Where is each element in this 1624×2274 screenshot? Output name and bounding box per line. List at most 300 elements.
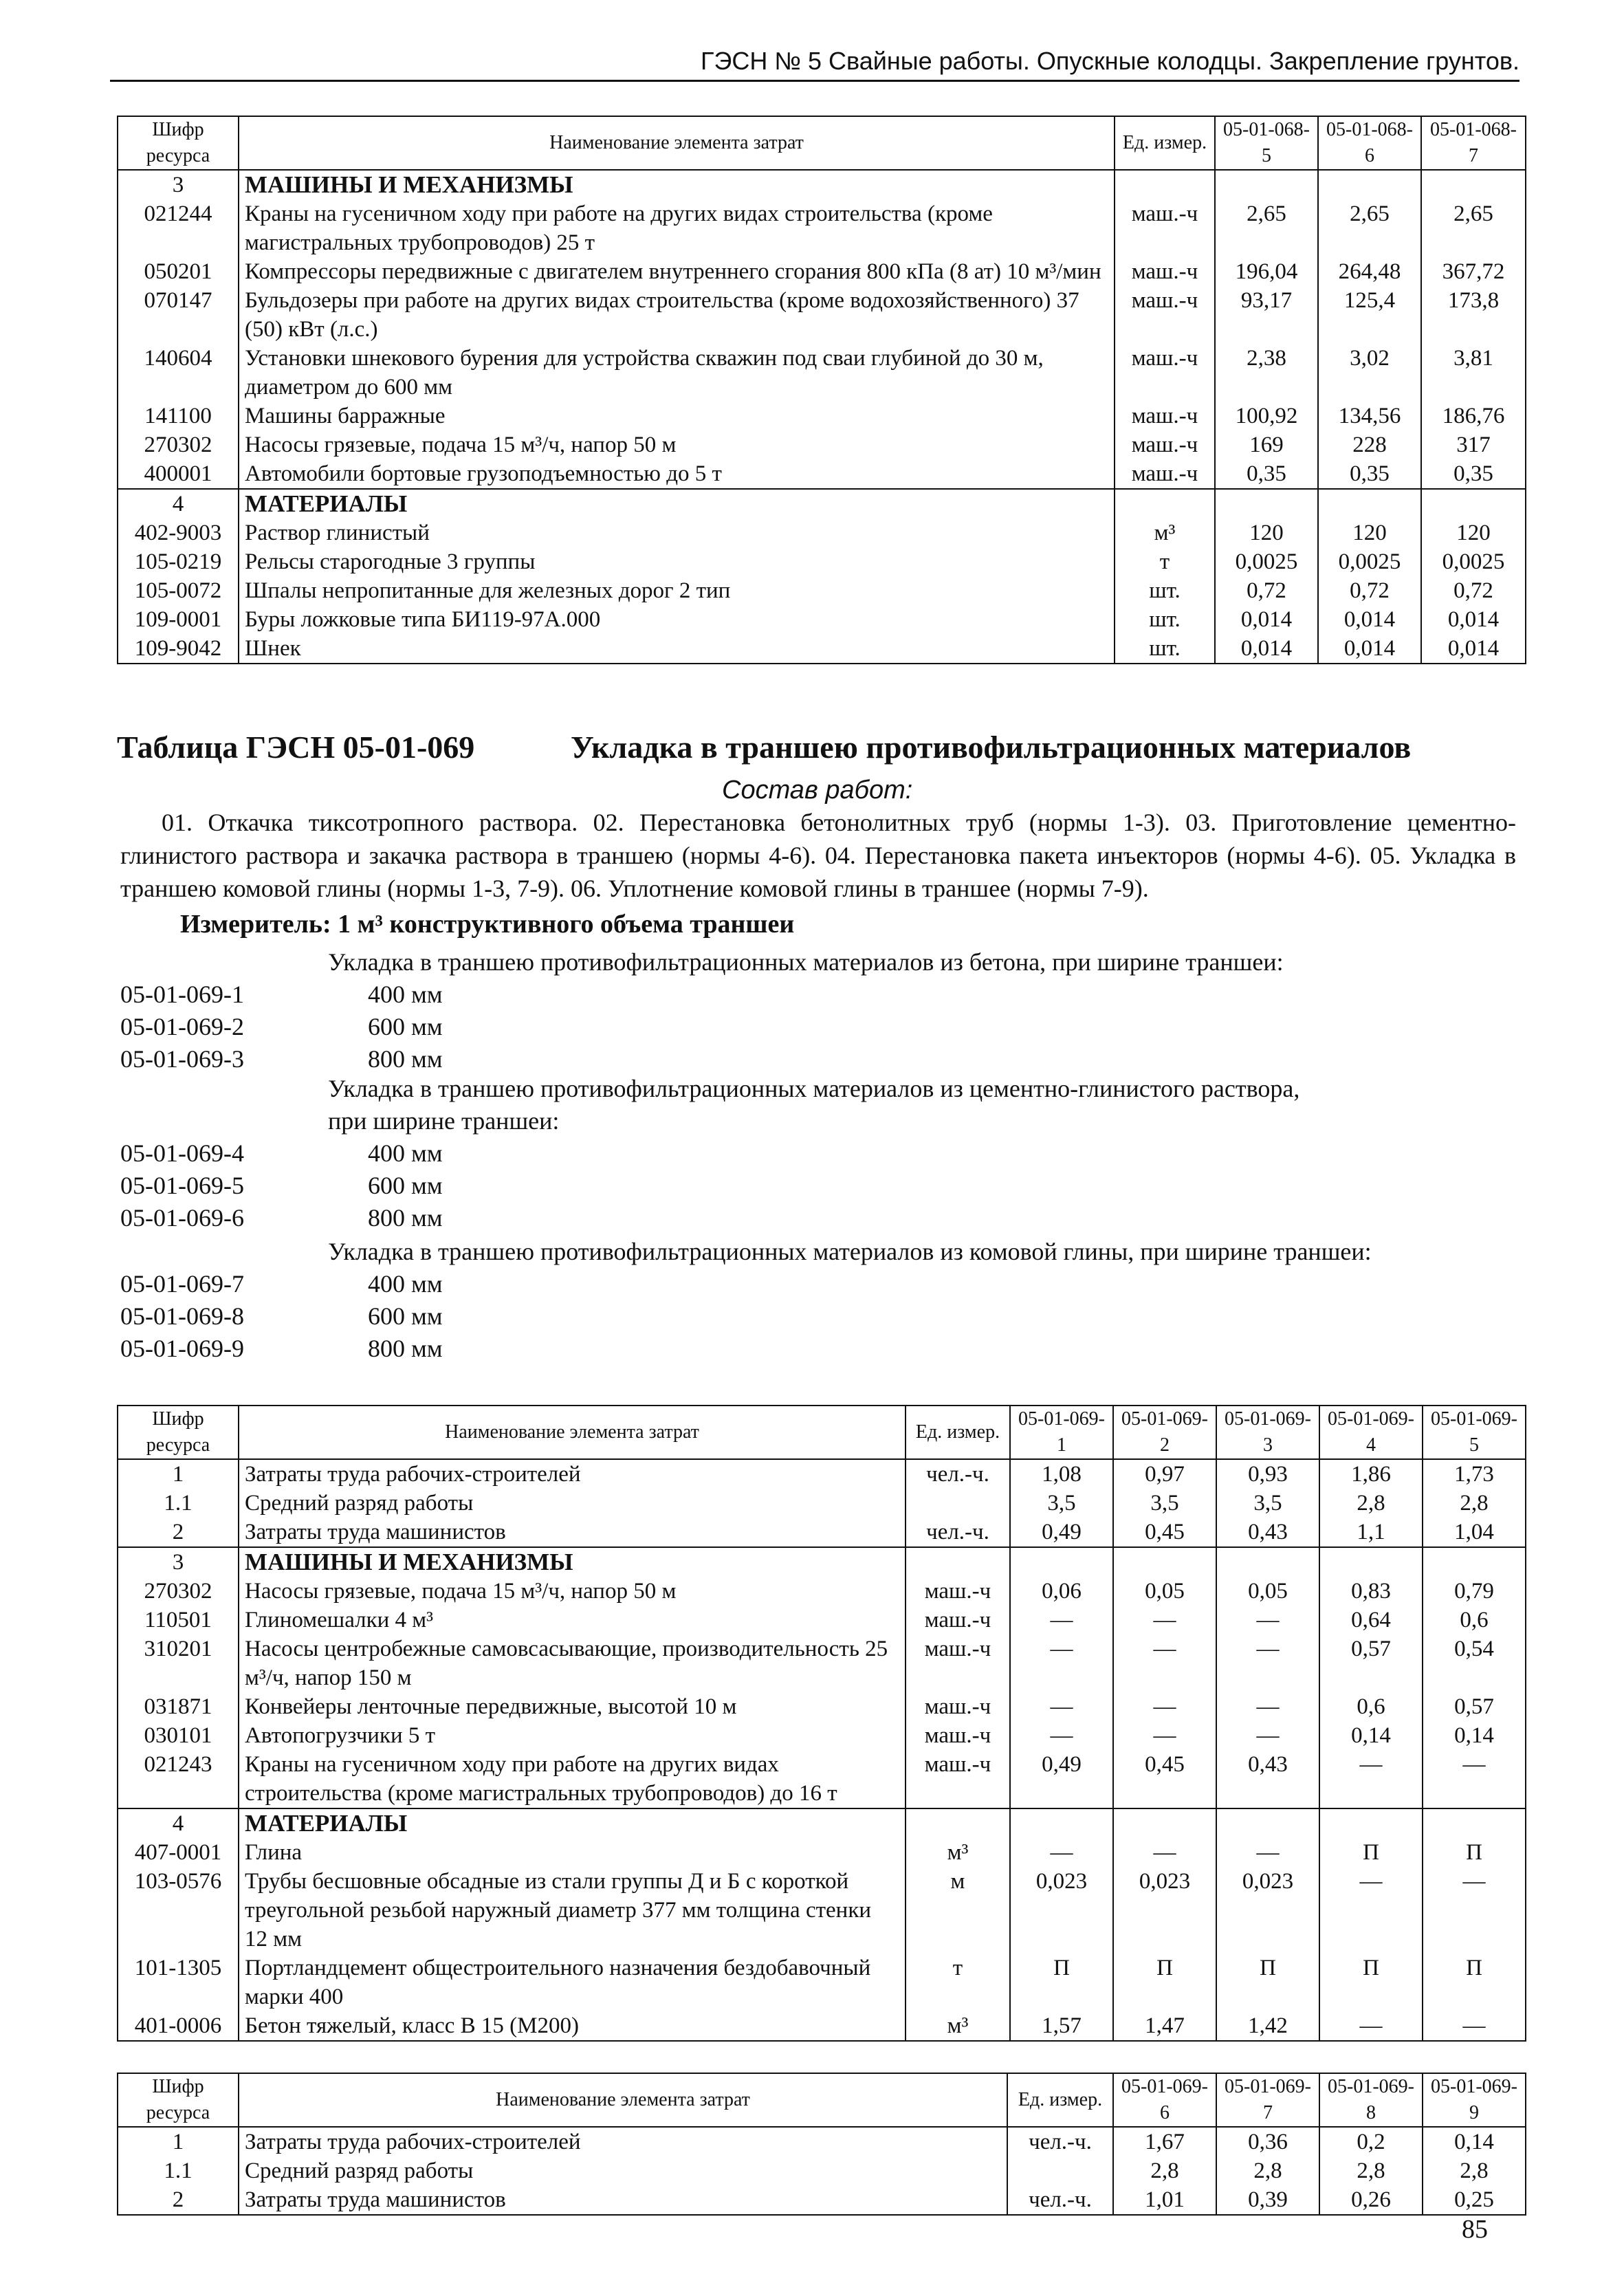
value-cell: 2,8 bbox=[1319, 2156, 1423, 2185]
value-cell: 3,5 bbox=[1216, 1489, 1319, 1518]
norm-width: 800 мм bbox=[368, 1335, 443, 1362]
value-cell bbox=[1319, 1808, 1423, 1838]
table-row bbox=[118, 1838, 1526, 1867]
value-cell: 0,05 bbox=[1216, 1577, 1319, 1606]
norm-group-description: Укладка в траншею противофильтрационных материалов из комовой глины, при ширине траншеи: bbox=[328, 1238, 1372, 1265]
resource-name: МАТЕРИАЛЫ bbox=[239, 1808, 906, 1838]
value-cell bbox=[1216, 1808, 1319, 1838]
resource-name: Шнек bbox=[239, 634, 1115, 664]
resource-name: Портландцемент общестроительного назначения бездобавочный марки 400 bbox=[239, 1954, 906, 2011]
value-cell: 0,014 bbox=[1215, 605, 1318, 634]
value-cell: 0,35 bbox=[1318, 459, 1421, 489]
value-cell: 264,48 bbox=[1318, 257, 1421, 286]
resource-name: Конвейеры ленточные передвижные, высотой 10 м bbox=[239, 1692, 906, 1721]
unit-cell: маш.-ч bbox=[1115, 286, 1215, 344]
table-row bbox=[118, 1867, 1526, 1954]
resource-code: 2 bbox=[118, 1518, 239, 1547]
value-cell: 2,8 bbox=[1216, 2156, 1319, 2185]
table-row bbox=[118, 1750, 1526, 1808]
norm-code: 05-01-069-2 bbox=[120, 1013, 244, 1040]
value-cell: — bbox=[1216, 1606, 1319, 1635]
value-cell bbox=[1010, 1547, 1113, 1577]
resource-name: Затраты труда рабочих-строителей bbox=[239, 1459, 906, 1489]
resource-code: 1 bbox=[118, 2127, 239, 2156]
unit-cell: чел.-ч. bbox=[906, 1518, 1010, 1547]
value-cell: П bbox=[1423, 1838, 1526, 1867]
unit-cell: маш.-ч bbox=[1115, 344, 1215, 402]
resource-code: 270302 bbox=[118, 430, 239, 459]
value-cell: 0,014 bbox=[1318, 634, 1421, 664]
resource-name: Автомобили бортовые грузоподъемностью до 5 т bbox=[239, 459, 1115, 489]
unit-cell: м³ bbox=[1115, 518, 1215, 547]
resource-table-069-b bbox=[117, 2073, 1526, 2216]
value-cell bbox=[1421, 489, 1526, 518]
resource-name: Шпалы непропитанные для железных дорог 2 тип bbox=[239, 576, 1115, 605]
resource-code: 109-0001 bbox=[118, 605, 239, 634]
table-row bbox=[118, 257, 1526, 286]
works-label: Состав работ: bbox=[722, 776, 913, 805]
resource-code: 1 bbox=[118, 1459, 239, 1489]
col-header-unit: Ед. измер. bbox=[906, 1406, 1010, 1459]
value-cell: — bbox=[1010, 1635, 1113, 1692]
value-cell: 1,86 bbox=[1319, 1459, 1423, 1489]
value-cell: 0,014 bbox=[1318, 605, 1421, 634]
value-cell: 1,57 bbox=[1010, 2011, 1113, 2041]
resource-name: МАШИНЫ И МЕХАНИЗМЫ bbox=[239, 1547, 906, 1577]
norm-group-description: Укладка в траншею противофильтрационных материалов из бетона, при ширине траншеи: bbox=[328, 948, 1284, 976]
col-header-norm: 05-01-068-7 bbox=[1421, 116, 1526, 170]
value-cell: 2,8 bbox=[1113, 2156, 1216, 2185]
value-cell: 1,67 bbox=[1113, 2127, 1216, 2156]
unit-cell: маш.-ч bbox=[906, 1577, 1010, 1606]
value-cell bbox=[1318, 489, 1421, 518]
value-cell: 0,35 bbox=[1215, 459, 1318, 489]
section-row bbox=[118, 489, 1526, 518]
unit-cell: м bbox=[906, 1867, 1010, 1954]
value-cell: — bbox=[1010, 1721, 1113, 1750]
value-cell bbox=[1318, 170, 1421, 199]
norm-group-description: при ширине траншеи: bbox=[328, 1107, 560, 1135]
value-cell: 3,5 bbox=[1113, 1489, 1216, 1518]
col-header-code: Шифр ресурса bbox=[118, 2073, 239, 2127]
resource-name: Установки шнекового бурения для устройства скважин под сваи глубиной до 30 м, диаметром до 600 мм bbox=[239, 344, 1115, 402]
unit-cell: маш.-ч bbox=[906, 1635, 1010, 1692]
unit-cell: маш.-ч bbox=[1115, 402, 1215, 430]
table-row bbox=[118, 1606, 1526, 1635]
resource-name: МАТЕРИАЛЫ bbox=[239, 489, 1115, 518]
value-cell: 0,72 bbox=[1421, 576, 1526, 605]
resource-code: 407-0001 bbox=[118, 1838, 239, 1867]
value-cell: — bbox=[1423, 2011, 1526, 2041]
value-cell: 0,014 bbox=[1421, 634, 1526, 664]
table-row bbox=[118, 199, 1526, 257]
norm-item bbox=[120, 1170, 1299, 1202]
value-cell: 2,65 bbox=[1421, 199, 1526, 257]
section-row bbox=[118, 170, 1526, 199]
norm-item bbox=[120, 1268, 1372, 1300]
col-header-norm: 05-01-069-8 bbox=[1319, 2073, 1423, 2127]
resource-name: Затраты труда машинистов bbox=[239, 1518, 906, 1547]
value-cell: 0,0025 bbox=[1318, 547, 1421, 576]
norm-item bbox=[120, 1043, 1284, 1075]
resource-name: Насосы грязевые, подача 15 м³/ч, напор 50 м bbox=[239, 430, 1115, 459]
unit-cell: шт. bbox=[1115, 634, 1215, 664]
value-cell: 1,1 bbox=[1319, 1518, 1423, 1547]
value-cell: 228 bbox=[1318, 430, 1421, 459]
resource-name: Рельсы старогодные 3 группы bbox=[239, 547, 1115, 576]
norm-width: 600 мм bbox=[368, 1013, 443, 1040]
value-cell bbox=[1215, 170, 1318, 199]
running-header: ГЭСН № 5 Свайные работы. Опускные колодцы. Закрепление грунтов. bbox=[110, 47, 1519, 82]
value-cell: — bbox=[1010, 1692, 1113, 1721]
norm-width: 800 мм bbox=[368, 1045, 443, 1073]
value-cell: 0,43 bbox=[1216, 1518, 1319, 1547]
value-cell: 367,72 bbox=[1421, 257, 1526, 286]
table-header-row bbox=[118, 2073, 1526, 2127]
unit-cell: чел.-ч. bbox=[906, 1459, 1010, 1489]
value-cell: 2,8 bbox=[1423, 2156, 1526, 2185]
unit-cell bbox=[1007, 2156, 1113, 2185]
value-cell: 0,54 bbox=[1423, 1635, 1526, 1692]
value-cell: 0,6 bbox=[1319, 1692, 1423, 1721]
value-cell: 317 bbox=[1421, 430, 1526, 459]
value-cell: 3,02 bbox=[1318, 344, 1421, 402]
value-cell: 0,14 bbox=[1423, 2127, 1526, 2156]
unit-cell: м³ bbox=[906, 1838, 1010, 1867]
col-header-norm: 05-01-069-1 bbox=[1010, 1406, 1113, 1459]
value-cell: 0,26 bbox=[1319, 2185, 1423, 2215]
resource-name: Краны на гусеничном ходу при работе на других видах строительства (кроме магистральных трубопроводов) 25 т bbox=[239, 199, 1115, 257]
value-cell: 173,8 bbox=[1421, 286, 1526, 344]
resource-name: Глиномешалки 4 м³ bbox=[239, 1606, 906, 1635]
value-cell: — bbox=[1010, 1838, 1113, 1867]
resource-code: 021243 bbox=[118, 1750, 239, 1808]
value-cell: 0,72 bbox=[1318, 576, 1421, 605]
resource-code: 270302 bbox=[118, 1577, 239, 1606]
table-row bbox=[118, 1954, 1526, 2011]
col-header-norm: 05-01-069-7 bbox=[1216, 2073, 1319, 2127]
unit-cell bbox=[906, 1547, 1010, 1577]
resource-code: 402-9003 bbox=[118, 518, 239, 547]
table-row bbox=[118, 344, 1526, 402]
value-cell: 196,04 bbox=[1215, 257, 1318, 286]
resource-code: 401-0006 bbox=[118, 2011, 239, 2041]
resource-name: Автопогрузчики 5 т bbox=[239, 1721, 906, 1750]
value-cell: 0,43 bbox=[1216, 1750, 1319, 1808]
resource-code: 1.1 bbox=[118, 2156, 239, 2185]
value-cell: — bbox=[1423, 1750, 1526, 1808]
unit-cell bbox=[1115, 170, 1215, 199]
norm-width: 400 мм bbox=[368, 1270, 443, 1298]
resource-table-069-a bbox=[117, 1405, 1526, 2042]
resource-name: Буры ложковые типа БИ119-97А.000 bbox=[239, 605, 1115, 634]
value-cell: 0,05 bbox=[1113, 1577, 1216, 1606]
table-row bbox=[118, 605, 1526, 634]
value-cell: 1,08 bbox=[1010, 1459, 1113, 1489]
table-row bbox=[118, 2011, 1526, 2041]
unit-cell: шт. bbox=[1115, 576, 1215, 605]
unit-cell: шт. bbox=[1115, 605, 1215, 634]
value-cell: 100,92 bbox=[1215, 402, 1318, 430]
resource-code: 103-0576 bbox=[118, 1867, 239, 1954]
resource-code: 021244 bbox=[118, 199, 239, 257]
resource-name: Средний разряд работы bbox=[239, 1489, 906, 1518]
value-cell: — bbox=[1216, 1692, 1319, 1721]
norm-width: 400 мм bbox=[368, 981, 443, 1008]
value-cell: 1,42 bbox=[1216, 2011, 1319, 2041]
value-cell bbox=[1215, 489, 1318, 518]
resource-code: 4 bbox=[118, 489, 239, 518]
value-cell: 1,04 bbox=[1423, 1518, 1526, 1547]
value-cell: П bbox=[1010, 1954, 1113, 2011]
norm-group-description: Укладка в траншею противофильтрационных материалов из цементно-глинистого раствора, bbox=[328, 1075, 1300, 1102]
resource-code: 400001 bbox=[118, 459, 239, 489]
col-header-norm: 05-01-068-5 bbox=[1215, 116, 1318, 170]
table-row bbox=[118, 1692, 1526, 1721]
value-cell: 93,17 bbox=[1215, 286, 1318, 344]
resource-name: Раствор глинистый bbox=[239, 518, 1115, 547]
value-cell: 0,25 bbox=[1423, 2185, 1526, 2215]
value-cell: 0,45 bbox=[1113, 1750, 1216, 1808]
value-cell: 2,8 bbox=[1319, 1489, 1423, 1518]
resource-code: 031871 bbox=[118, 1692, 239, 1721]
table-row bbox=[118, 459, 1526, 489]
value-cell: 0,35 bbox=[1421, 459, 1526, 489]
unit-cell bbox=[906, 1808, 1010, 1838]
value-cell: 2,65 bbox=[1215, 199, 1318, 257]
page-number: 85 bbox=[1462, 2215, 1488, 2244]
norm-group bbox=[120, 1073, 1299, 1234]
unit-cell bbox=[1115, 489, 1215, 518]
value-cell: 2,38 bbox=[1215, 344, 1318, 402]
col-header-norm: 05-01-069-9 bbox=[1423, 2073, 1526, 2127]
resource-name: Краны на гусеничном ходу при работе на других видах строительства (кроме магистральных трубопроводов) до 16 т bbox=[239, 1750, 906, 1808]
norm-item bbox=[120, 1300, 1372, 1333]
value-cell: 0,45 bbox=[1113, 1518, 1216, 1547]
value-cell: П bbox=[1319, 1838, 1423, 1867]
table-header-row bbox=[118, 116, 1526, 170]
value-cell: 186,76 bbox=[1421, 402, 1526, 430]
table-row bbox=[118, 430, 1526, 459]
resource-name: Затраты труда рабочих-строителей bbox=[239, 2127, 1007, 2156]
resource-code: 141100 bbox=[118, 402, 239, 430]
table-row bbox=[118, 1635, 1526, 1692]
resource-code: 4 bbox=[118, 1808, 239, 1838]
value-cell: — bbox=[1319, 1750, 1423, 1808]
value-cell: 3,5 bbox=[1010, 1489, 1113, 1518]
resource-name: Затраты труда машинистов bbox=[239, 2185, 1007, 2215]
norm-group bbox=[120, 1236, 1372, 1365]
norm-item bbox=[120, 1137, 1299, 1170]
norm-code: 05-01-069-8 bbox=[120, 1302, 244, 1330]
value-cell: 0,0025 bbox=[1421, 547, 1526, 576]
col-header-name: Наименование элемента затрат bbox=[239, 116, 1115, 170]
table-row bbox=[118, 634, 1526, 664]
value-cell: 0,014 bbox=[1421, 605, 1526, 634]
value-cell: 0,14 bbox=[1423, 1721, 1526, 1750]
col-header-norm: 05-01-068-6 bbox=[1318, 116, 1421, 170]
norm-width: 800 мм bbox=[368, 1204, 443, 1232]
value-cell: — bbox=[1113, 1721, 1216, 1750]
value-cell bbox=[1423, 1547, 1526, 1577]
measure-unit: Измеритель: 1 м³ конструктивного объема траншеи bbox=[180, 910, 795, 939]
unit-cell bbox=[906, 1489, 1010, 1518]
value-cell: 0,014 bbox=[1215, 634, 1318, 664]
col-header-unit: Ед. измер. bbox=[1115, 116, 1215, 170]
value-cell bbox=[1319, 1547, 1423, 1577]
value-cell: 0,36 bbox=[1216, 2127, 1319, 2156]
resource-code: 310201 bbox=[118, 1635, 239, 1692]
value-cell: 2,8 bbox=[1423, 1489, 1526, 1518]
table-row bbox=[118, 402, 1526, 430]
value-cell: — bbox=[1423, 1867, 1526, 1954]
table-row bbox=[118, 518, 1526, 547]
value-cell: — bbox=[1113, 1838, 1216, 1867]
value-cell: — bbox=[1113, 1606, 1216, 1635]
resource-name: Бетон тяжелый, класс В 15 (М200) bbox=[239, 2011, 906, 2041]
resource-code: 3 bbox=[118, 170, 239, 199]
norm-width: 600 мм bbox=[368, 1172, 443, 1199]
unit-cell: т bbox=[1115, 547, 1215, 576]
value-cell: 0,023 bbox=[1113, 1867, 1216, 1954]
table-header-row bbox=[118, 1406, 1526, 1459]
value-cell: 1,73 bbox=[1423, 1459, 1526, 1489]
resource-name: Средний разряд работы bbox=[239, 2156, 1007, 2185]
section-row bbox=[118, 1547, 1526, 1577]
value-cell: 0,023 bbox=[1216, 1867, 1319, 1954]
value-cell: П bbox=[1216, 1954, 1319, 2011]
table-row bbox=[118, 2156, 1526, 2185]
value-cell: 120 bbox=[1421, 518, 1526, 547]
value-cell: 120 bbox=[1318, 518, 1421, 547]
value-cell: 0,49 bbox=[1010, 1518, 1113, 1547]
resource-name: Трубы бесшовные обсадные из стали группы Д и Б с короткой треугольной резьбой наружный диаметр 377 мм толщина стенки 12 мм bbox=[239, 1867, 906, 1954]
value-cell: — bbox=[1010, 1606, 1113, 1635]
value-cell: 125,4 bbox=[1318, 286, 1421, 344]
col-header-norm: 05-01-069-3 bbox=[1216, 1406, 1319, 1459]
table-heading: Укладка в траншею противофильтрационных материалов bbox=[571, 730, 1412, 765]
value-cell: 0,79 bbox=[1423, 1577, 1526, 1606]
unit-cell: чел.-ч. bbox=[1007, 2185, 1113, 2215]
works-text: 01. Откачка тиксотропного раствора. 02. Перестановка бетонолитных труб (нормы 1-3). 03. Приготовление цементно-глинистого раствора и закачка раствора в траншею (нормы 4-6). 04. Перестановка пакета инъекторов (нормы 4-6). 05. Укладка в траншею комовой глины (нормы 1-3, 7-9). 06. Уплотнение комовой глины в траншее (нормы 7-9). bbox=[120, 809, 1516, 902]
resource-code: 105-0219 bbox=[118, 547, 239, 576]
col-header-name: Наименование элемента затрат bbox=[239, 1406, 906, 1459]
resource-name: Насосы центробежные самовсасывающие, производительность 25 м³/ч, напор 150 м bbox=[239, 1635, 906, 1692]
value-cell: 0,14 bbox=[1319, 1721, 1423, 1750]
resource-code: 3 bbox=[118, 1547, 239, 1577]
value-cell bbox=[1010, 1808, 1113, 1838]
norm-code: 05-01-069-4 bbox=[120, 1139, 244, 1167]
norm-item bbox=[120, 1011, 1284, 1043]
value-cell: 0,023 bbox=[1010, 1867, 1113, 1954]
table-row bbox=[118, 1721, 1526, 1750]
value-cell: 0,6 bbox=[1423, 1606, 1526, 1635]
norm-item bbox=[120, 1333, 1372, 1365]
table-row bbox=[118, 1489, 1526, 1518]
value-cell: 1,01 bbox=[1113, 2185, 1216, 2215]
value-cell: 0,93 bbox=[1216, 1459, 1319, 1489]
value-cell: 2,65 bbox=[1318, 199, 1421, 257]
resource-code: 109-9042 bbox=[118, 634, 239, 664]
value-cell bbox=[1216, 1547, 1319, 1577]
value-cell: — bbox=[1216, 1838, 1319, 1867]
value-cell: 0,83 bbox=[1319, 1577, 1423, 1606]
unit-cell: маш.-ч bbox=[1115, 430, 1215, 459]
table-row bbox=[118, 1577, 1526, 1606]
resource-code: 050201 bbox=[118, 257, 239, 286]
table-row bbox=[118, 547, 1526, 576]
value-cell bbox=[1113, 1808, 1216, 1838]
norm-item bbox=[120, 979, 1284, 1011]
norm-code: 05-01-069-6 bbox=[120, 1204, 244, 1232]
norm-width: 600 мм bbox=[368, 1302, 443, 1330]
resource-name: Насосы грязевые, подача 15 м³/ч, напор 50 м bbox=[239, 1577, 906, 1606]
table-number: Таблица ГЭСН 05-01-069 bbox=[117, 730, 475, 765]
resource-code: 070147 bbox=[118, 286, 239, 344]
value-cell: 0,06 bbox=[1010, 1577, 1113, 1606]
resource-code: 1.1 bbox=[118, 1489, 239, 1518]
col-header-code: Шифр ресурса bbox=[118, 1406, 239, 1459]
value-cell: — bbox=[1113, 1635, 1216, 1692]
value-cell: — bbox=[1319, 2011, 1423, 2041]
resource-code: 030101 bbox=[118, 1721, 239, 1750]
table-row bbox=[118, 1459, 1526, 1489]
resource-name: Машины барражные bbox=[239, 402, 1115, 430]
resource-name: Глина bbox=[239, 1838, 906, 1867]
norm-code: 05-01-069-5 bbox=[120, 1172, 244, 1199]
norm-code: 05-01-069-7 bbox=[120, 1270, 244, 1298]
unit-cell: маш.-ч bbox=[1115, 199, 1215, 257]
value-cell: 0,57 bbox=[1319, 1635, 1423, 1692]
table-row bbox=[118, 286, 1526, 344]
col-header-norm: 05-01-069-4 bbox=[1319, 1406, 1423, 1459]
col-header-code: Шифр ресурса bbox=[118, 116, 239, 170]
resource-code: 110501 bbox=[118, 1606, 239, 1635]
value-cell: 120 bbox=[1215, 518, 1318, 547]
unit-cell: маш.-ч bbox=[906, 1721, 1010, 1750]
col-header-norm: 05-01-069-5 bbox=[1423, 1406, 1526, 1459]
norm-item bbox=[120, 1202, 1299, 1234]
unit-cell: чел.-ч. bbox=[1007, 2127, 1113, 2156]
col-header-unit: Ед. измер. bbox=[1007, 2073, 1113, 2127]
table-row bbox=[118, 2185, 1526, 2215]
value-cell: П bbox=[1423, 1954, 1526, 2011]
table-row bbox=[118, 1518, 1526, 1547]
resource-code: 101-1305 bbox=[118, 1954, 239, 2011]
unit-cell: маш.-ч bbox=[1115, 459, 1215, 489]
value-cell: 0,97 bbox=[1113, 1459, 1216, 1489]
table-row bbox=[118, 576, 1526, 605]
resource-name: Компрессоры передвижные с двигателем внутреннего сгорания 800 кПа (8 ат) 10 м³/мин bbox=[239, 257, 1115, 286]
norm-group bbox=[120, 946, 1284, 1075]
norm-code: 05-01-069-3 bbox=[120, 1045, 244, 1073]
value-cell: 1,47 bbox=[1113, 2011, 1216, 2041]
value-cell: 3,81 bbox=[1421, 344, 1526, 402]
norm-width: 400 мм bbox=[368, 1139, 443, 1167]
value-cell: 169 bbox=[1215, 430, 1318, 459]
value-cell: 0,49 bbox=[1010, 1750, 1113, 1808]
col-header-norm: 05-01-069-6 bbox=[1113, 2073, 1216, 2127]
table-row bbox=[118, 2127, 1526, 2156]
value-cell: 0,72 bbox=[1215, 576, 1318, 605]
unit-cell: маш.-ч bbox=[906, 1692, 1010, 1721]
unit-cell: маш.-ч bbox=[1115, 257, 1215, 286]
value-cell: 0,57 bbox=[1423, 1692, 1526, 1721]
resource-code: 105-0072 bbox=[118, 576, 239, 605]
value-cell: П bbox=[1113, 1954, 1216, 2011]
resource-table-068 bbox=[117, 116, 1526, 664]
value-cell bbox=[1421, 170, 1526, 199]
